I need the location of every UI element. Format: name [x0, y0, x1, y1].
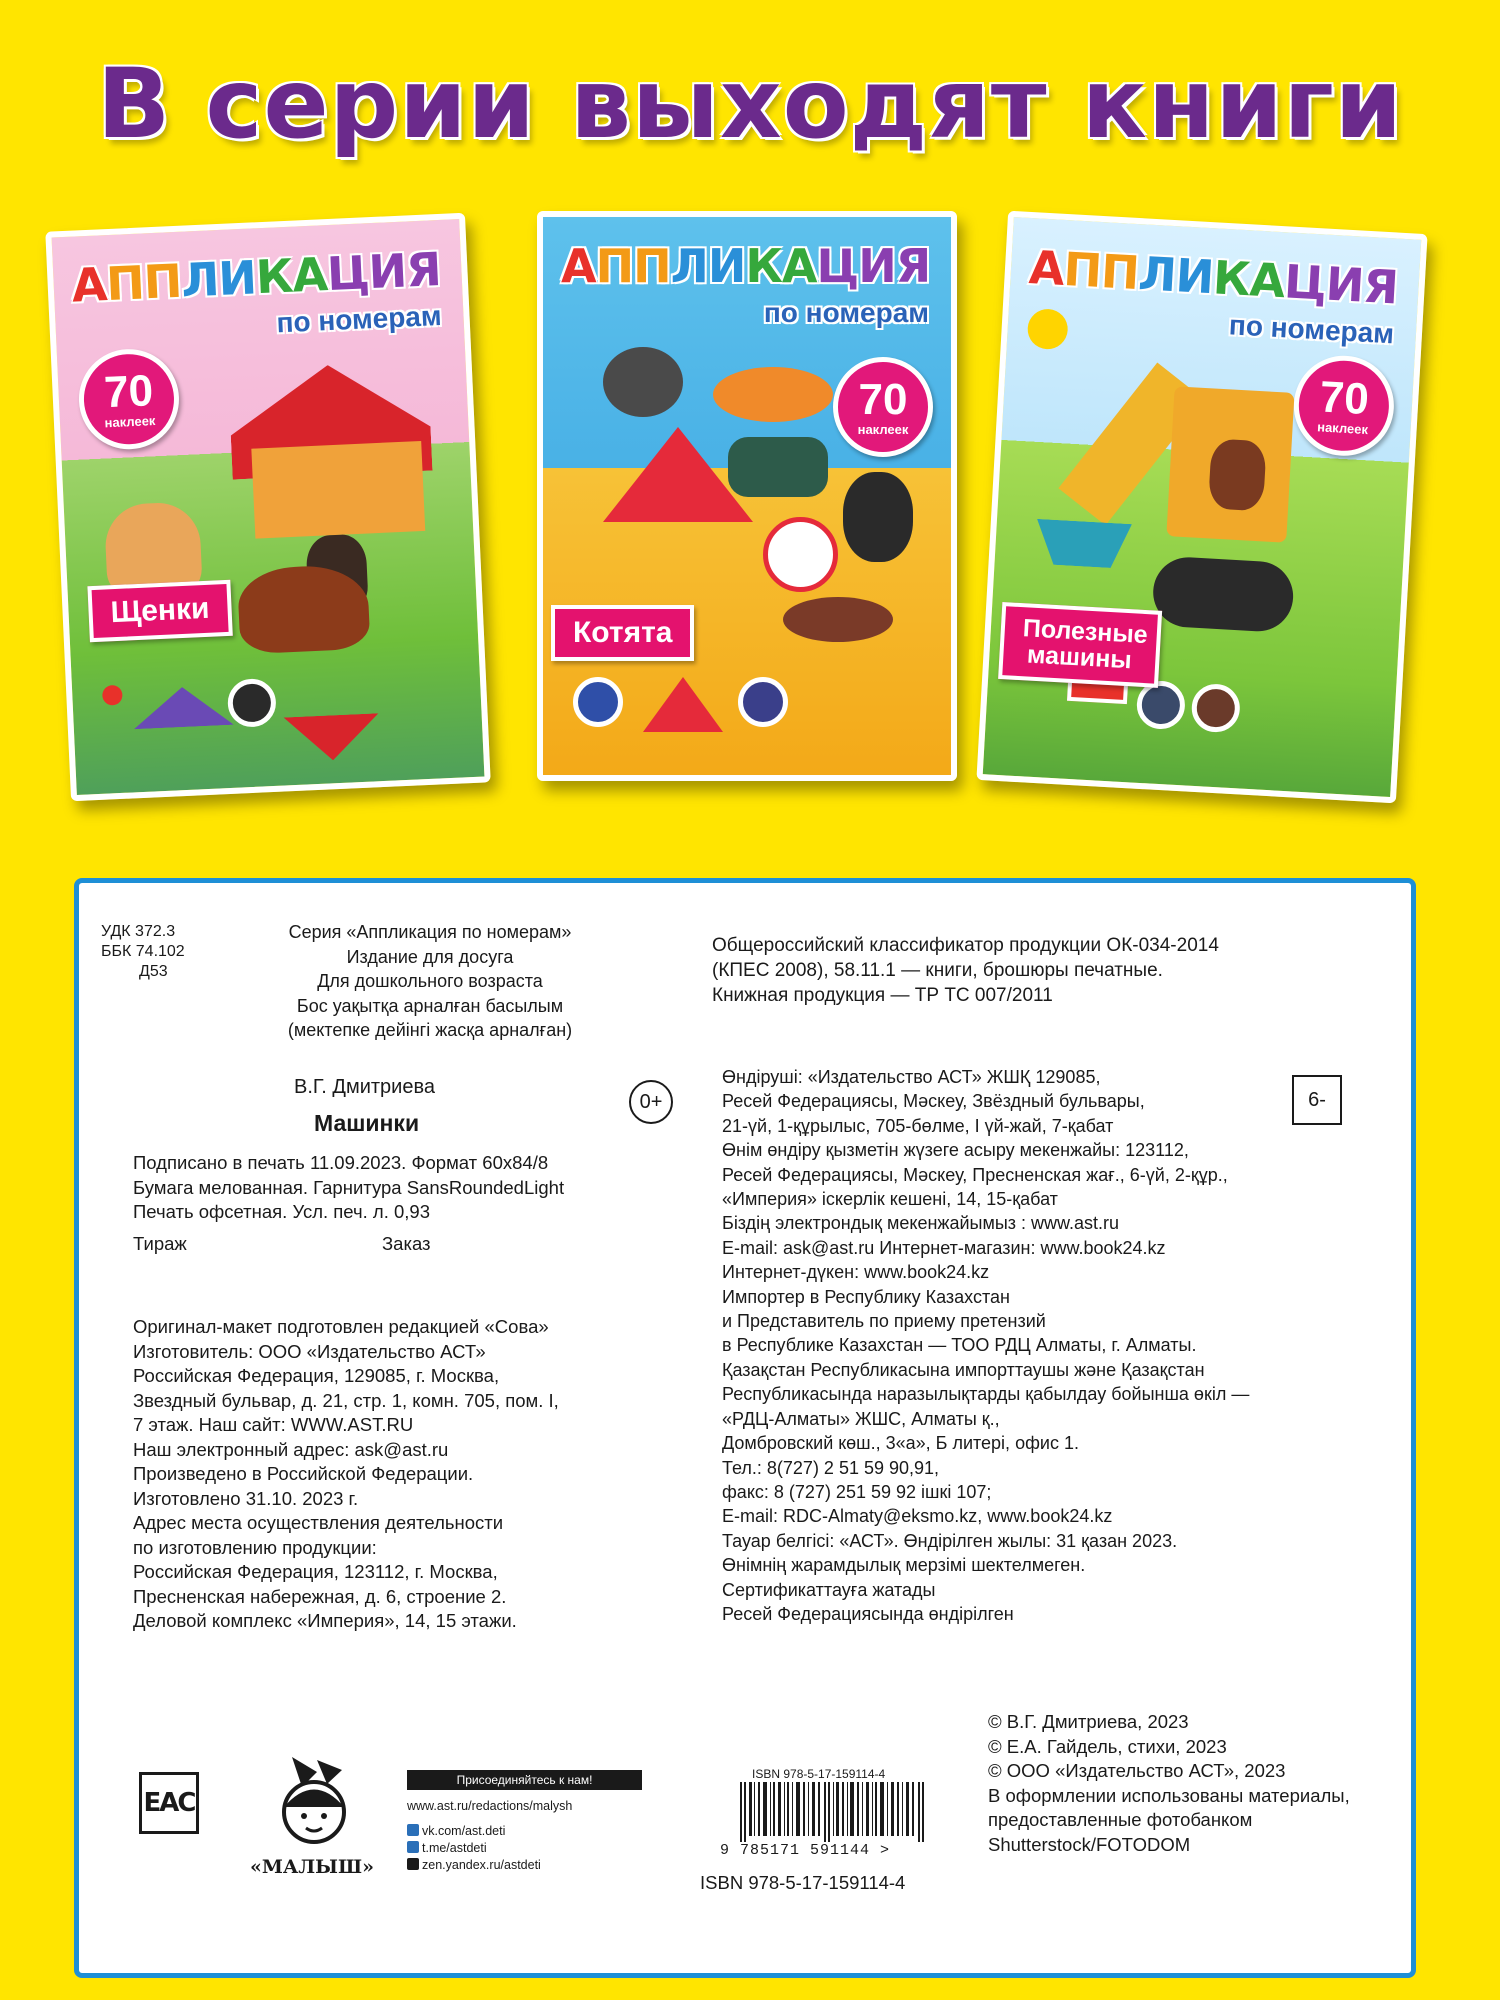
book-cover-useful-machines[interactable]	[976, 211, 1427, 804]
print-detail-line: Подписано в печать 11.09.2023. Формат 60х84/8	[133, 1152, 549, 1173]
print-details	[133, 1151, 564, 1225]
isbn-large: ISBN 978-5-17-159114-4	[700, 1872, 906, 1893]
manufacturer-line: 7 этаж. Наш сайт: WWW.AST.RU	[133, 1414, 414, 1435]
kz-line: и Представитель по приему претензий	[722, 1311, 1046, 1332]
book-title-label: Полезные машины	[998, 602, 1162, 687]
badge-number: 70	[1318, 372, 1371, 425]
social-link-telegram[interactable]	[407, 1840, 541, 1857]
circle-sticker	[763, 517, 838, 592]
orange-cat-image	[713, 367, 833, 422]
copyright-line: Shutterstock/FOTODOM	[988, 1833, 1191, 1855]
book-series-title: АППЛИКАЦИЯ	[70, 241, 442, 313]
series-info-block	[230, 920, 630, 1043]
kz-line: Өндіруші: «Издательство АСТ» ЖШҚ 129085,	[722, 1067, 1101, 1087]
manufacturer-line: Звездный бульвар, д. 21, стр. 1, комн. 705, пом. I,	[133, 1389, 559, 1411]
circle-sticker	[573, 677, 623, 727]
age-rating-ru: 0+	[629, 1080, 673, 1124]
kz-line: Сертификаттауға жатады	[722, 1579, 936, 1600]
kz-line: Тауар белгісі: «АСТ». Өндірілген жылы: 31 қазан 2023.	[722, 1530, 1178, 1551]
kz-line: Өнімнің жарамдылық мерзімі шектелмеген.	[722, 1555, 1086, 1576]
manufacturer-line: Деловой комплекс «Империя», 14, 15 этажи.	[133, 1610, 517, 1631]
kz-line: Ресей Федерациясында өндірілген	[722, 1603, 1014, 1624]
copyright-line: предоставленные фотобанком	[988, 1809, 1253, 1830]
book-series-title: АППЛИКАЦИЯ	[1027, 240, 1400, 315]
kz-line: Импортер в Республику Казахстан	[722, 1286, 1010, 1307]
badge-number: 70	[858, 375, 908, 424]
social-link-text: vk.com/ast.deti	[422, 1824, 506, 1838]
isbn-small: ISBN 978-5-17-159114-4	[752, 1767, 886, 1781]
okp-line: Книжная продукция — ТР ТС 007/2011	[712, 985, 1053, 1006]
manufacturer-line: Изготовитель: ООО «Издательство АСТ»	[133, 1340, 486, 1362]
triangle-sticker	[643, 677, 723, 732]
manufacturer-line: Пресненская набережная, д. 6, строение 2.	[133, 1585, 507, 1607]
telegram-icon	[407, 1841, 419, 1853]
print-detail-line: Бумага мелованная. Гарнитура SansRoundedLight	[133, 1176, 565, 1198]
badge-text: наклеек	[857, 422, 909, 437]
manufacturer-line: Наш электронный адрес: ask@ast.ru	[133, 1438, 449, 1460]
publisher-site-link[interactable]: www.ast.ru/redactions/malysh	[407, 1799, 573, 1813]
book-series-subtitle: по номерам	[1228, 309, 1395, 350]
book-cover-puppies[interactable]	[45, 213, 490, 801]
triangle-sticker	[284, 713, 381, 762]
classification-codes	[101, 922, 185, 982]
circle-sticker	[227, 678, 277, 728]
manufacturer-line: Российская Федерация, 129085, г. Москва,	[133, 1365, 500, 1386]
eac-mark: ЕАС	[139, 1772, 199, 1834]
series-line: Для дошкольного возраста	[317, 971, 543, 991]
series-line: (мектепке дейінгі жасқа арналған)	[287, 1020, 573, 1040]
stickers-count-badge	[833, 357, 933, 457]
manufacturer-line: по изготовлению продукции:	[133, 1536, 377, 1558]
kz-line: Біздің электрондық мекенжайымыз : www.ast.ru	[722, 1213, 1120, 1234]
copyright-line: © В.Г. Дмитриева, 2023	[988, 1711, 1189, 1732]
kz-line: Ресей Федерациясы, Мәскеу, Звёздный бульвары,	[722, 1091, 1145, 1112]
copyright-line: © ООО «Издательство АСТ», 2023	[988, 1760, 1286, 1781]
series-line: Бос уақытқа арналған басылым	[296, 995, 564, 1016]
circle-sticker	[738, 677, 788, 727]
zen-icon	[407, 1858, 419, 1870]
join-us-banner: Присоединяйтесь к нам!	[407, 1770, 642, 1790]
okp-block	[712, 933, 1219, 1008]
kz-line: Домбровский көш., 3«а», Б литері, офис 1.	[722, 1433, 1079, 1454]
kz-line: «РДЦ-Алматы» ЖШС, Алматы қ.,	[722, 1408, 1000, 1429]
manufacturer-line: Оригинал-макет подготовлен редакцией «Сова»	[133, 1316, 549, 1337]
bag-image	[728, 437, 828, 497]
doghouse-image	[251, 441, 425, 539]
kz-line: Қазақстан Республикасына импорттаушы және Қазақстан	[722, 1359, 1205, 1380]
grey-cat-image	[603, 347, 683, 417]
bucket-image	[1035, 519, 1132, 569]
malysh-logo-text: «МАЛЫШ»	[250, 1856, 374, 1878]
badge-number: 70	[103, 366, 155, 418]
vk-icon	[407, 1824, 419, 1836]
book-author: В.Г. Дмитриева	[294, 1076, 435, 1098]
book-title-label: Котята	[551, 605, 694, 661]
sleeping-cat-image	[783, 597, 893, 642]
copyright-line: В оформлении использованы материалы,	[988, 1784, 1350, 1806]
udk-code: УДК 372.3	[101, 923, 176, 940]
kz-line: Республикасында наразылықтарды қабылдау бойынша өкіл —	[722, 1384, 1250, 1405]
kazakhstan-block	[722, 1065, 1249, 1626]
author-mark: Д53	[139, 963, 168, 980]
copyright-block	[988, 1710, 1350, 1857]
book-title-label: Щенки	[87, 580, 232, 642]
isbn-barcode	[740, 1782, 930, 1842]
tirazh-label: Тираж	[133, 1233, 187, 1254]
social-links	[407, 1823, 541, 1874]
stickers-count-badge	[1291, 353, 1396, 458]
series-line: Серия «Аппликация по номерам»	[288, 922, 572, 942]
malysh-logo-icon	[262, 1752, 367, 1856]
okp-line: Общероссийский классификатор продукции ОК-034-2014	[712, 935, 1219, 956]
book-series-subtitle: по номерам	[275, 299, 443, 339]
book-series-subtitle: по номерам	[763, 297, 929, 328]
age-rating-kz: 6-	[1292, 1075, 1342, 1125]
kz-line: «Империя» іскерлік кешені, 14, 15-қабат	[722, 1189, 1058, 1210]
kz-line: E-mail: RDC-Almaty@eksmo.kz, www.book24.kz	[722, 1506, 1113, 1527]
social-link-text: zen.yandex.ru/astdeti	[422, 1858, 541, 1872]
badge-text: наклеек	[1316, 419, 1369, 438]
print-detail-line: Печать офсетная. Усл. печ. л. 0,93	[133, 1201, 430, 1222]
book-series-title: АППЛИКАЦИЯ	[561, 239, 931, 293]
kz-line: E-mail: ask@ast.ru Интернет-магазин: www.book24.kz	[722, 1237, 1166, 1258]
okp-line: (КПЕС 2008), 58.11.1 — книги, брошюры печатные.	[712, 960, 1163, 981]
manufacturer-block	[133, 1315, 559, 1634]
kz-line: в Республике Казахстан — ТОО РДЦ Алматы, г. Алматы.	[722, 1335, 1197, 1356]
book-cover-kittens[interactable]	[537, 211, 957, 781]
manufacturer-line: Адрес места осуществления деятельности	[133, 1512, 504, 1533]
ball-image	[102, 685, 123, 706]
sun-image	[1027, 308, 1069, 350]
kz-line: 21-үй, 1-құрылыс, 705-бөлме, I үй-жай, 7-қабат	[722, 1115, 1114, 1136]
barcode-digits: 9 785171 591144 >	[720, 1842, 891, 1859]
copyright-line: © Е.А. Гайдель, стихи, 2023	[988, 1735, 1227, 1757]
wheel-sticker	[1136, 680, 1187, 731]
kz-line: Тел.: 8(727) 2 51 59 90,91,	[722, 1457, 940, 1478]
zakaz-label: Заказ	[382, 1233, 431, 1254]
manufacturer-line: Изготовлено 31.10. 2023 г.	[133, 1487, 359, 1509]
book-title: Машинки	[314, 1110, 420, 1136]
bbk-code: ББК 74.102	[101, 943, 185, 960]
kz-line: Интернет-дүкен: www.book24.kz	[722, 1262, 990, 1283]
social-link-text: t.me/astdeti	[422, 1841, 487, 1855]
social-link-vk[interactable]	[407, 1823, 541, 1840]
black-cat-image	[843, 472, 913, 562]
badge-text: наклеек	[104, 413, 156, 431]
manufacturer-line: Российская Федерация, 123112, г. Москва,	[133, 1561, 498, 1582]
triangle-sticker	[132, 685, 234, 729]
kz-line: Ресей Федерациясы, Мәскеу, Пресненская жағ., 6-үй, 2-құр.,	[722, 1164, 1228, 1185]
caterpillar-track-image	[1151, 555, 1295, 633]
series-headline: В серии выходят книги	[96, 48, 1404, 160]
kz-line: Өнім өндіру қызметін жүзеге асыру мекенжайы: 123112,	[722, 1140, 1189, 1161]
series-line: Издание для досуга	[346, 946, 514, 967]
horse-driver-image	[1208, 438, 1267, 511]
manufacturer-line: Произведено в Российской Федерации.	[133, 1463, 474, 1484]
kz-line: факс: 8 (727) 251 59 92 ішкі 107;	[722, 1481, 992, 1502]
stickers-count-badge	[77, 347, 181, 451]
social-link-zen[interactable]	[407, 1857, 541, 1874]
wheel-sticker	[1190, 683, 1241, 734]
